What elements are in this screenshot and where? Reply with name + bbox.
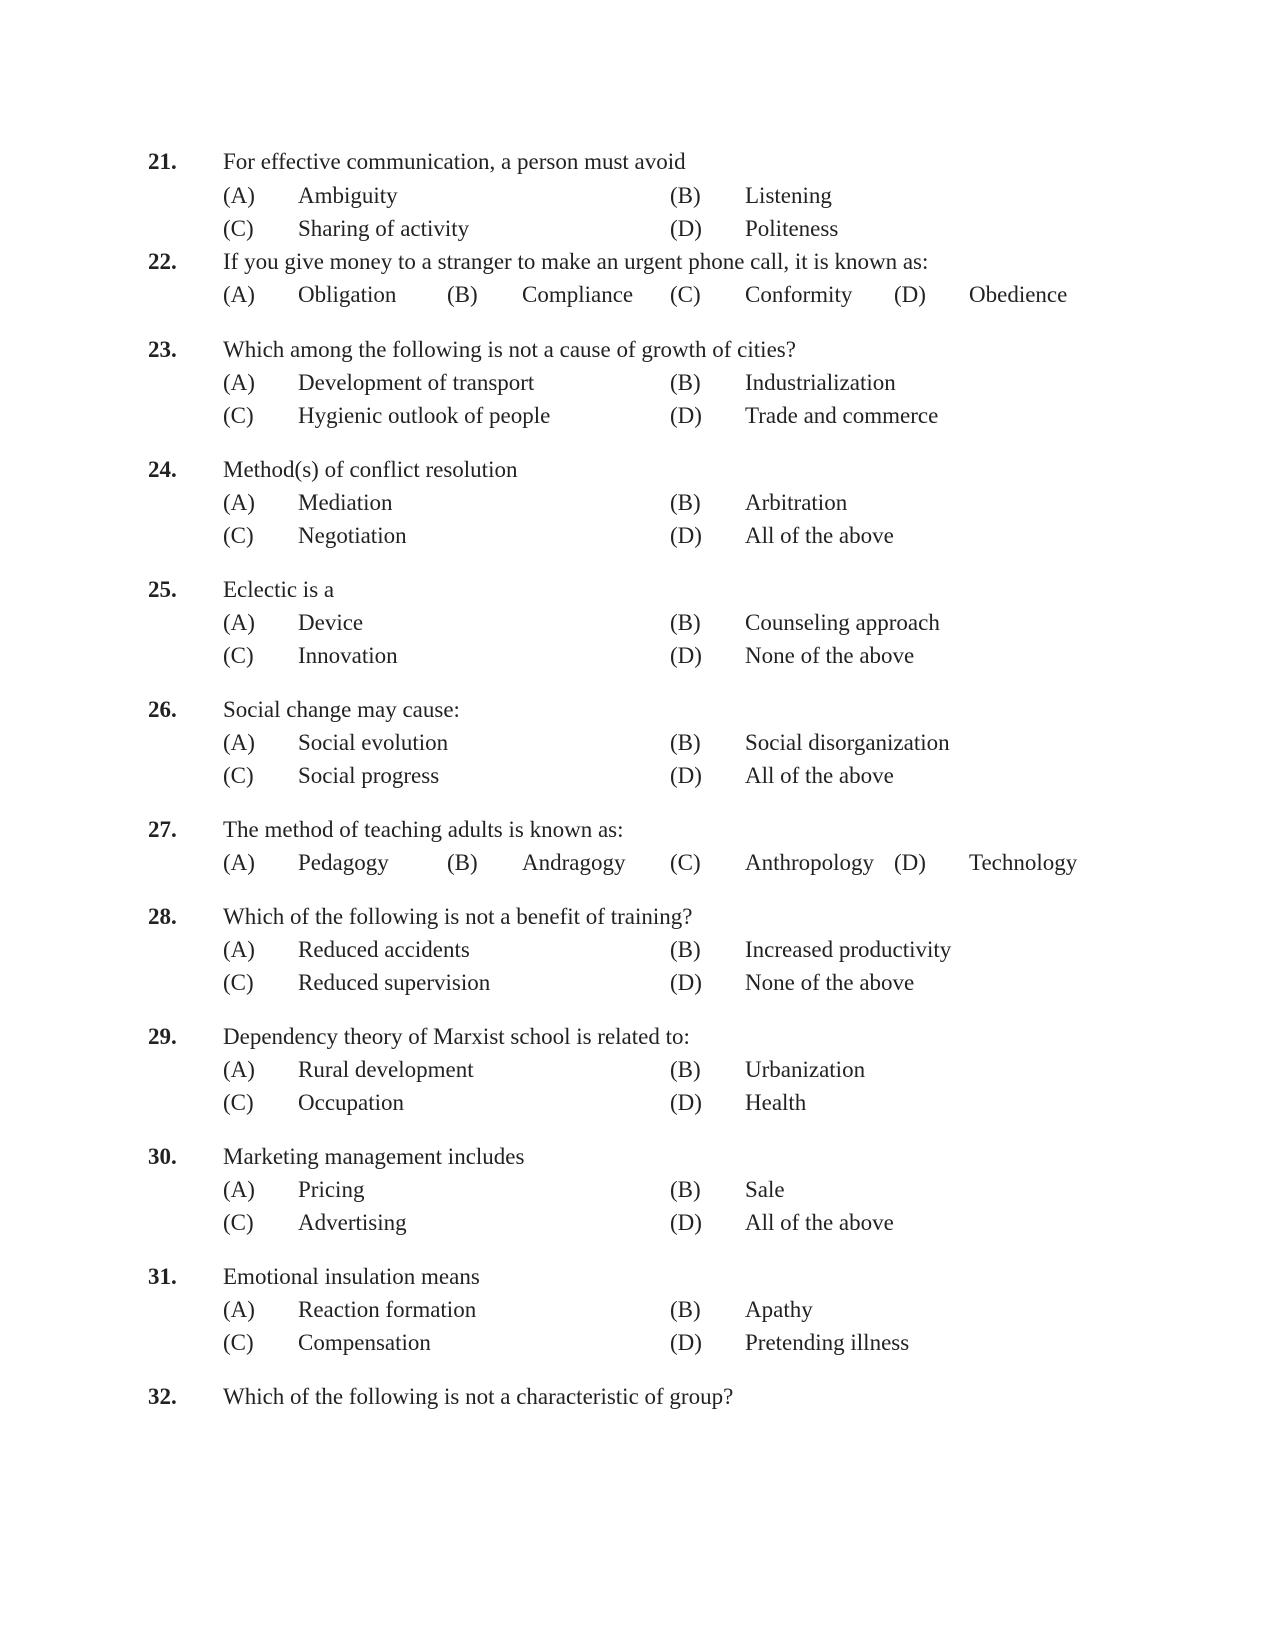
question-text: If you give money to a stranger to make an urgent phone call, it is known as:	[223, 249, 929, 274]
option-letter: (D)	[670, 1330, 702, 1355]
option-letter: (B)	[670, 490, 701, 515]
option-letter: (D)	[670, 216, 702, 241]
option-letter: (A)	[223, 490, 255, 515]
question-29-options-row-1	[0, 1055, 1275, 1085]
option-text: Advertising	[298, 1210, 407, 1235]
question-26-options-row-1	[0, 728, 1275, 758]
option-text: Counseling approach	[745, 610, 940, 635]
question-number: 30.	[148, 1144, 177, 1169]
option-letter: (C)	[223, 1090, 254, 1115]
option-letter: (A)	[223, 1057, 255, 1082]
option-text: Reduced accidents	[298, 937, 470, 962]
question-24-options-row-2	[0, 521, 1275, 551]
option-letter: (B)	[670, 937, 701, 962]
question-29-stem	[0, 1022, 1275, 1052]
question-number: 22.	[148, 249, 177, 274]
question-23-options-row-1	[0, 368, 1275, 398]
option-text: Politeness	[745, 216, 839, 241]
question-number: 26.	[148, 697, 177, 722]
question-number: 32.	[148, 1384, 177, 1409]
option-letter: (D)	[670, 643, 702, 668]
option-text: Conformity	[745, 282, 853, 307]
option-text: Compensation	[298, 1330, 431, 1355]
option-letter: (C)	[223, 403, 254, 428]
option-text: Industrialization	[745, 370, 896, 395]
question-31-stem	[0, 1262, 1275, 1292]
option-letter: (D)	[670, 1090, 702, 1115]
option-letter: (A)	[223, 282, 255, 307]
question-text: Social change may cause:	[223, 697, 460, 722]
question-30-options-row-2	[0, 1208, 1275, 1238]
option-text: Technology	[969, 850, 1078, 875]
option-letter: (C)	[670, 850, 701, 875]
option-letter: (D)	[670, 403, 702, 428]
option-letter: (D)	[894, 282, 926, 307]
option-letter: (C)	[223, 763, 254, 788]
question-28-stem	[0, 902, 1275, 932]
option-text: Andragogy	[522, 850, 626, 875]
question-number: 24.	[148, 457, 177, 482]
option-letter: (A)	[223, 183, 255, 208]
question-25-stem	[0, 575, 1275, 605]
option-text: Anthropology	[745, 850, 875, 875]
question-text: Marketing management includes	[223, 1144, 525, 1169]
question-text: Which of the following is not a characteristic of group?	[223, 1384, 734, 1409]
option-letter: (A)	[223, 1297, 255, 1322]
option-text: Sale	[745, 1177, 785, 1202]
question-text: The method of teaching adults is known as:	[223, 817, 624, 842]
question-22-stem	[0, 247, 1275, 277]
option-text: Device	[298, 610, 364, 635]
option-letter: (D)	[670, 970, 702, 995]
option-text: Ambiguity	[298, 183, 398, 208]
option-letter: (B)	[670, 1177, 701, 1202]
question-number: 23.	[148, 337, 177, 362]
option-text: Reduced supervision	[298, 970, 491, 995]
question-29-options-row-2	[0, 1088, 1275, 1118]
question-32-stem	[0, 1382, 1275, 1412]
option-letter: (C)	[223, 970, 254, 995]
option-letter: (C)	[223, 523, 254, 548]
question-text: Eclectic is a	[223, 577, 335, 602]
option-text: Pretending illness	[745, 1330, 910, 1355]
question-number: 25.	[148, 577, 177, 602]
option-letter: (A)	[223, 370, 255, 395]
question-21-options-row-1	[0, 181, 1275, 211]
question-31-options-row-1	[0, 1295, 1275, 1325]
option-letter: (B)	[670, 1057, 701, 1082]
question-25-options-row-1	[0, 608, 1275, 638]
question-30-stem	[0, 1142, 1275, 1172]
option-text: Hygienic outlook of people	[298, 403, 551, 428]
option-letter: (B)	[670, 610, 701, 635]
option-letter: (A)	[223, 1177, 255, 1202]
question-23-stem	[0, 335, 1275, 365]
question-number: 31.	[148, 1264, 177, 1289]
question-24-stem	[0, 455, 1275, 485]
option-text: Rural development	[298, 1057, 474, 1082]
option-text: Apathy	[745, 1297, 813, 1322]
question-text: For effective communication, a person must avoid	[223, 149, 686, 174]
option-text: None of the above	[745, 970, 915, 995]
question-31-options-row-2	[0, 1328, 1275, 1358]
option-letter: (B)	[670, 1297, 701, 1322]
option-letter: (B)	[670, 370, 701, 395]
question-27-stem	[0, 815, 1275, 845]
option-letter: (D)	[670, 1210, 702, 1235]
option-text: Social progress	[298, 763, 440, 788]
question-text: Which of the following is not a benefit of training?	[223, 904, 693, 929]
question-28-options-row-2	[0, 968, 1275, 998]
option-text: Negotiation	[298, 523, 407, 548]
question-number: 28.	[148, 904, 177, 929]
option-text: Innovation	[298, 643, 398, 668]
question-26-options-row-2	[0, 761, 1275, 791]
option-letter: (C)	[223, 643, 254, 668]
question-21-stem	[0, 147, 1275, 177]
option-letter: (D)	[894, 850, 926, 875]
option-letter: (A)	[223, 850, 255, 875]
option-text: Increased productivity	[745, 937, 952, 962]
question-25-options-row-2	[0, 641, 1275, 671]
question-28-options-row-1	[0, 935, 1275, 965]
question-21-options-row-2	[0, 214, 1275, 244]
option-text: Health	[745, 1090, 807, 1115]
option-text: Obedience	[969, 282, 1068, 307]
option-text: Compliance	[522, 282, 634, 307]
option-text: Occupation	[298, 1090, 405, 1115]
option-text: Pedagogy	[298, 850, 389, 875]
option-letter: (B)	[447, 850, 478, 875]
question-text: Which among the following is not a cause of growth of cities?	[223, 337, 796, 362]
question-26-stem	[0, 695, 1275, 725]
question-text: Method(s) of conflict resolution	[223, 457, 518, 482]
question-text: Dependency theory of Marxist school is related to:	[223, 1024, 690, 1049]
option-text: Mediation	[298, 490, 393, 515]
option-text: Listening	[745, 183, 832, 208]
option-letter: (A)	[223, 730, 255, 755]
option-text: All of the above	[745, 1210, 894, 1235]
question-27-options-row	[0, 848, 1275, 878]
option-text: Obligation	[298, 282, 397, 307]
question-24-options-row-1	[0, 488, 1275, 518]
option-letter: (B)	[670, 183, 701, 208]
option-text: All of the above	[745, 763, 894, 788]
option-letter: (D)	[670, 523, 702, 548]
option-text: Urbanization	[745, 1057, 866, 1082]
option-letter: (B)	[670, 730, 701, 755]
option-text: Pricing	[298, 1177, 365, 1202]
option-text: None of the above	[745, 643, 915, 668]
question-number: 29.	[148, 1024, 177, 1049]
option-text: Social evolution	[298, 730, 449, 755]
option-text: Trade and commerce	[745, 403, 939, 428]
option-letter: (B)	[447, 282, 478, 307]
option-letter: (A)	[223, 937, 255, 962]
option-text: Sharing of activity	[298, 216, 470, 241]
question-text: Emotional insulation means	[223, 1264, 480, 1289]
option-letter: (C)	[223, 1210, 254, 1235]
question-23-options-row-2	[0, 401, 1275, 431]
option-text: Arbitration	[745, 490, 848, 515]
question-number: 21.	[148, 149, 177, 174]
option-letter: (A)	[223, 610, 255, 635]
question-30-options-row-1	[0, 1175, 1275, 1205]
option-letter: (C)	[223, 1330, 254, 1355]
option-text: All of the above	[745, 523, 894, 548]
option-text: Reaction formation	[298, 1297, 477, 1322]
option-text: Social disorganization	[745, 730, 950, 755]
question-22-options-row	[0, 280, 1275, 310]
option-letter: (D)	[670, 763, 702, 788]
question-number: 27.	[148, 817, 177, 842]
option-text: Development of transport	[298, 370, 535, 395]
option-letter: (C)	[223, 216, 254, 241]
option-letter: (C)	[670, 282, 701, 307]
